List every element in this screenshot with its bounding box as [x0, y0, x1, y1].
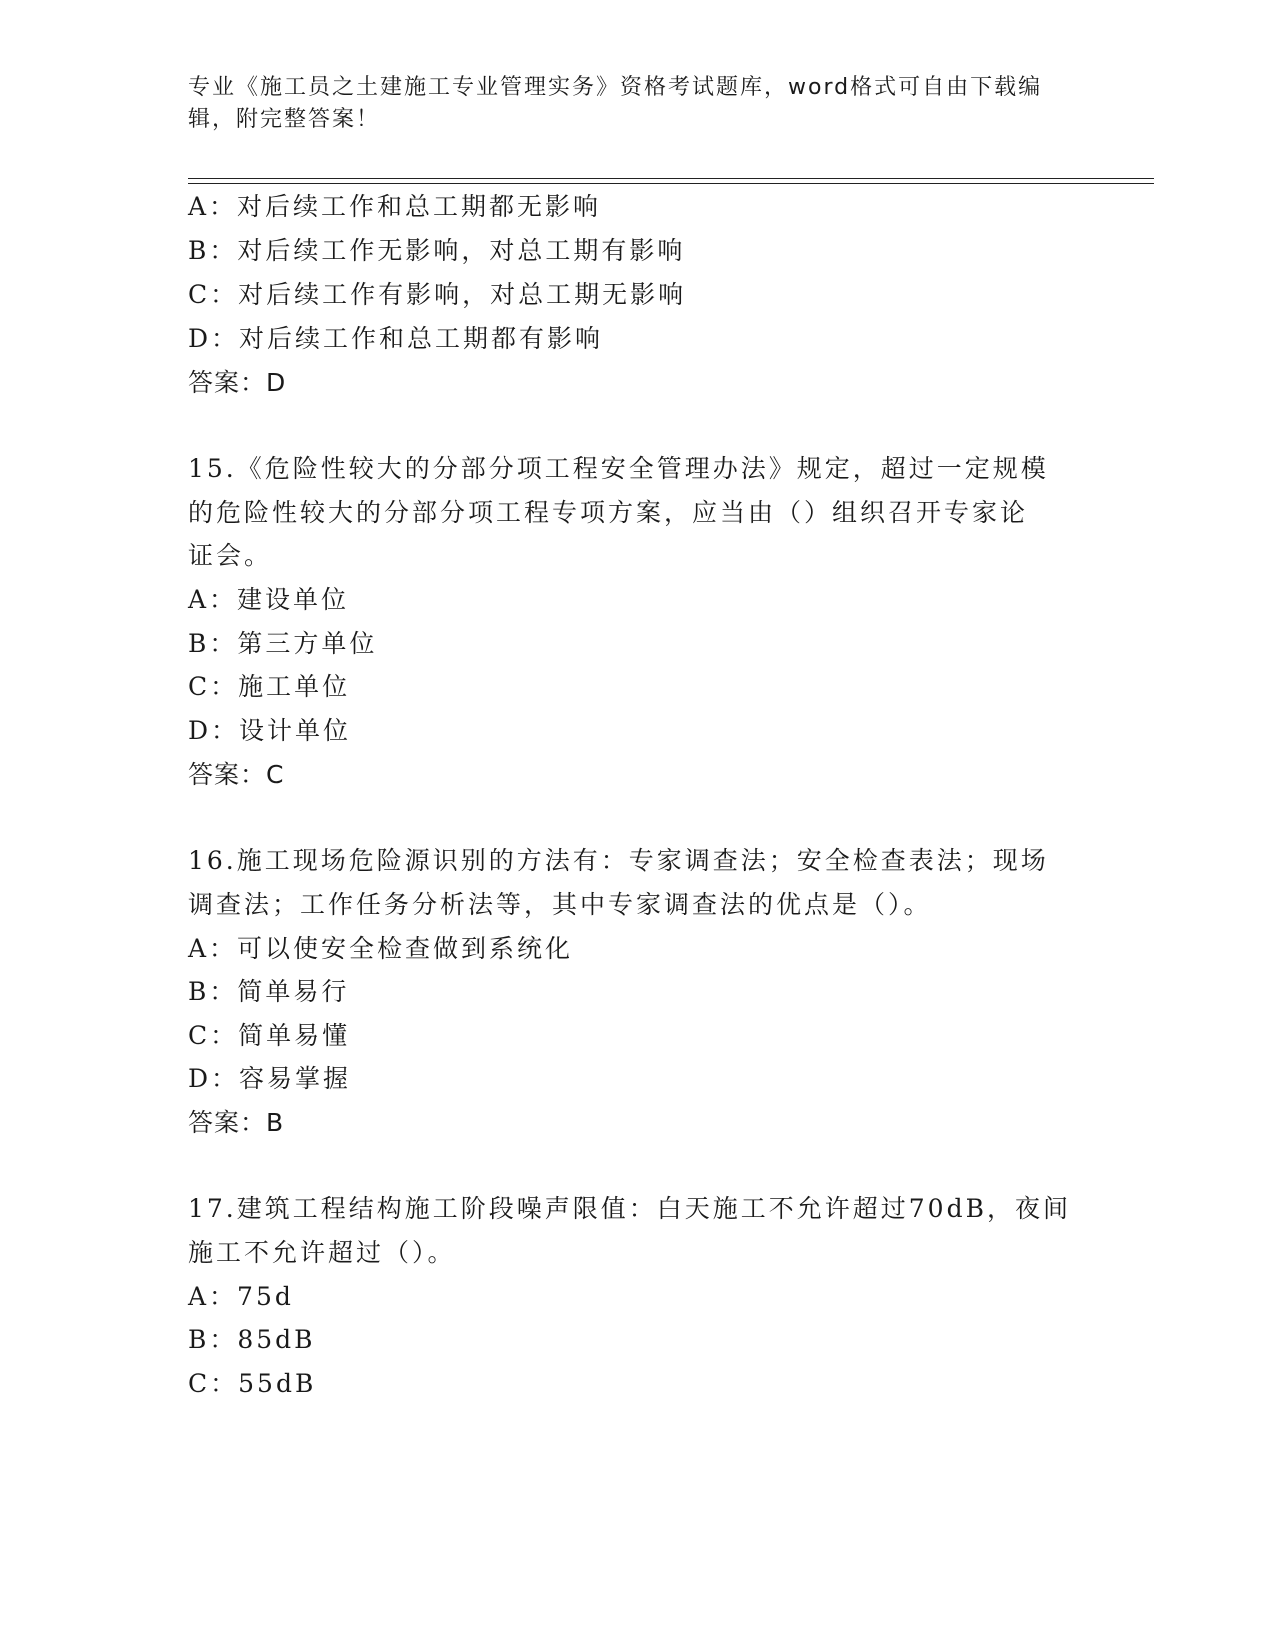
q17-text-line-2: 施工不允许超过（）。: [188, 1238, 456, 1267]
q14-option-d: D：对后续工作和总工期都有影响: [188, 324, 604, 353]
document-header: [188, 72, 1068, 136]
q15-option-c: C：施工单位: [188, 672, 351, 701]
q16-option-c: C：简单易懂: [188, 1021, 351, 1050]
q14-answer: 答案：D: [188, 368, 287, 397]
q17-option-a: A：75d: [188, 1282, 294, 1311]
q16-option-a: A：可以使安全检查做到系统化: [188, 934, 574, 963]
header-line-2: 辑，附完整答案！: [188, 107, 381, 132]
q15-text-line-1: 15.《危险性较大的分部分项工程安全管理办法》规定，超过一定规模: [188, 454, 1049, 483]
q16-text-line-1: 16.施工现场危险源识别的方法有：专家调查法；安全检查表法；现场: [188, 846, 1049, 875]
q16-option-d: D：容易掌握: [188, 1064, 352, 1093]
q15-answer: 答案：C: [188, 760, 285, 789]
q17-option-c: C：55dB: [188, 1369, 317, 1398]
q14-option-b: B：对后续工作无影响，对总工期有影响: [188, 236, 686, 265]
q16-option-b: B：简单易行: [188, 977, 350, 1006]
q16-answer: 答案：B: [188, 1108, 285, 1137]
q16-text-line-2: 调查法；工作任务分析法等，其中专家调查法的优点是（）。: [188, 890, 932, 919]
q15-text-line-2: 的危险性较大的分部分项工程专项方案，应当由（）组织召开专家论: [188, 498, 1029, 527]
header-divider-top: [188, 178, 1154, 179]
q15-option-a: A：建设单位: [188, 585, 350, 614]
q14-option-a: A：对后续工作和总工期都无影响: [188, 192, 602, 221]
q14-option-c: C：对后续工作有影响，对总工期无影响: [188, 280, 687, 309]
q17-text-line-1: 17.建筑工程结构施工阶段噪声限值：白天施工不允许超过70dB，夜间: [188, 1194, 1071, 1223]
q17-option-b: B：85dB: [188, 1325, 316, 1354]
q15-text-line-3: 证会。: [188, 541, 273, 570]
q15-option-d: D：设计单位: [188, 716, 352, 745]
header-line-1: 专业《施工员之土建施工专业管理实务》资格考试题库，word格式可自由下载编: [188, 75, 1043, 100]
q15-option-b: B：第三方单位: [188, 629, 378, 658]
